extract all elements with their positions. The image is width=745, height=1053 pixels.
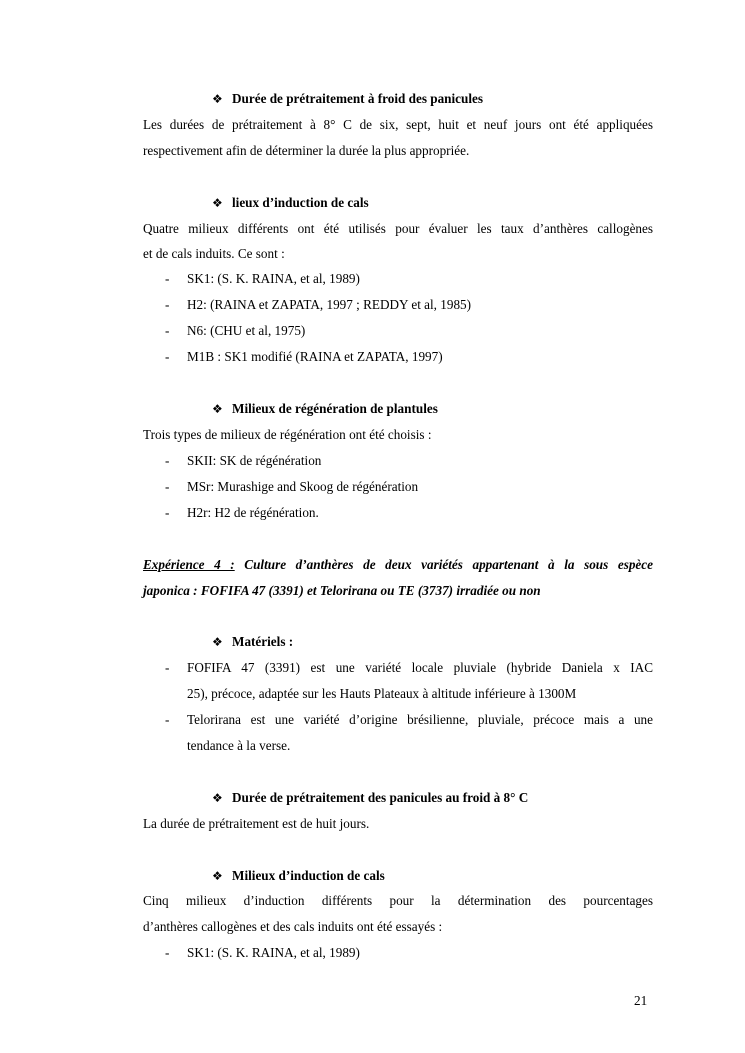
diamond-bullet-icon: ❖ xyxy=(212,791,223,805)
paragraph-line: La durée de prétraitement est de huit jours. xyxy=(143,816,370,831)
list-dash: - xyxy=(165,297,170,312)
paragraph-line: Cinq milieux d’induction différents pour la détermination des pourcentages xyxy=(143,893,653,908)
paragraph-line: Les durées de prétraitement à 8° C de six, sept, huit et neuf jours ont été appliquées xyxy=(143,117,653,132)
list-dash: - xyxy=(165,453,170,468)
diamond-bullet-icon: ❖ xyxy=(212,92,223,106)
heading-text: lieux d’induction de cals xyxy=(232,195,369,210)
section-heading-pretreatment-duration xyxy=(212,91,483,107)
list-item: SKII: SK de régénération xyxy=(187,453,322,468)
list-item: SK1: (S. K. RAINA, et al, 1989) xyxy=(187,945,360,960)
paragraph-line: Quatre milieux différents ont été utilisés pour évaluer les taux d’anthères callogènes xyxy=(143,221,653,236)
heading-text: Matériels : xyxy=(232,634,294,649)
list-dash: - xyxy=(165,479,170,494)
list-dash: - xyxy=(165,349,170,364)
section-heading-callus-induction-media xyxy=(212,868,385,884)
list-dash: - xyxy=(165,712,170,727)
list-dash: - xyxy=(165,505,170,520)
list-item: MSr: Murashige and Skoog de régénération xyxy=(187,479,419,494)
list-item: N6: (CHU et al, 1975) xyxy=(187,323,306,338)
experience-title-text: Culture d’anthères de deux variétés appartenant à la sous espèce xyxy=(234,557,653,572)
list-dash: - xyxy=(165,945,170,960)
heading-text: Durée de prétraitement des panicules au froid à 8° C xyxy=(232,790,529,805)
diamond-bullet-icon: ❖ xyxy=(212,635,223,649)
experience-title-line: japonica : FOFIFA 47 (3391) et Telorirana ou TE (3737) irradiée ou non xyxy=(143,583,541,598)
diamond-bullet-icon: ❖ xyxy=(212,869,223,883)
paragraph-line: et de cals induits. Ce sont : xyxy=(143,246,285,261)
list-item: M1B : SK1 modifié (RAINA et ZAPATA, 1997) xyxy=(187,349,443,364)
heading-text: Durée de prétraitement à froid des panicules xyxy=(232,91,484,106)
list-dash: - xyxy=(165,271,170,286)
list-item-line: tendance à la verse. xyxy=(187,738,291,753)
list-item: H2: (RAINA et ZAPATA, 1997 ; REDDY et al, 1985) xyxy=(187,297,472,312)
paragraph-line: d’anthères callogènes et des cals induits ont été essayés : xyxy=(143,919,443,934)
list-item: SK1: (S. K. RAINA, et al, 1989) xyxy=(187,271,360,286)
paragraph-line: respectivement afin de déterminer la durée la plus appropriée. xyxy=(143,143,470,158)
heading-text: Milieux de régénération de plantules xyxy=(232,401,438,416)
list-dash: - xyxy=(165,323,170,338)
section-heading-materials xyxy=(212,634,293,650)
experience-title-line xyxy=(143,557,653,573)
heading-text: Milieux d’induction de cals xyxy=(232,868,385,883)
section-heading-cold-pretreatment xyxy=(212,790,528,806)
section-heading-induction-media xyxy=(212,195,369,211)
diamond-bullet-icon: ❖ xyxy=(212,196,223,210)
page-number: 21 xyxy=(634,993,648,1008)
list-item-line: Telorirana est une variété d’origine brésilienne, pluviale, précoce mais a une xyxy=(187,712,653,727)
experience-label: Expérience 4 : xyxy=(143,557,235,572)
list-item: H2r: H2 de régénération. xyxy=(187,505,319,520)
section-heading-regeneration-media xyxy=(212,401,438,417)
list-item-line: 25), précoce, adaptée sur les Hauts Plateaux à altitude inférieure à 1300M xyxy=(187,686,577,701)
list-item-line: FOFIFA 47 (3391) est une variété locale pluviale (hybride Daniela x IAC xyxy=(187,660,653,675)
list-dash: - xyxy=(165,660,170,675)
diamond-bullet-icon: ❖ xyxy=(212,402,223,416)
paragraph-line: Trois types de milieux de régénération ont été choisis : xyxy=(143,427,432,442)
